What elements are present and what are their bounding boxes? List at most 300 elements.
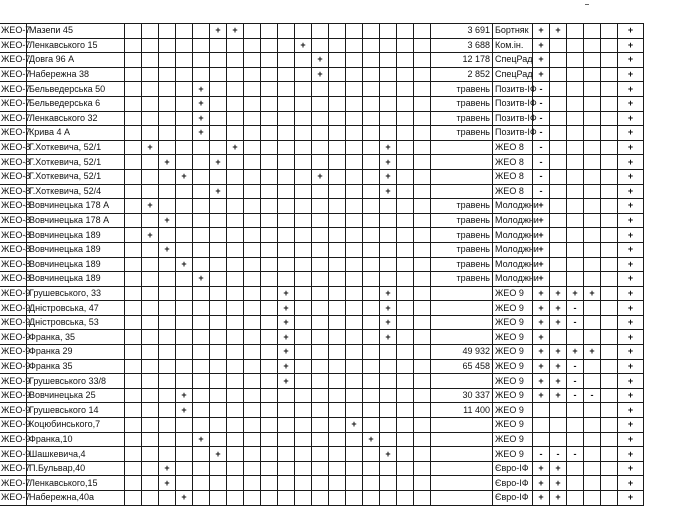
mark-cell bbox=[227, 126, 244, 141]
mark-cell bbox=[278, 403, 295, 418]
zheo-cell: ЖЕО-9 bbox=[0, 345, 27, 360]
table-row bbox=[0, 432, 644, 447]
status-cell: - bbox=[533, 82, 550, 97]
mark-cell bbox=[380, 359, 397, 374]
mark-cell bbox=[363, 374, 380, 389]
final-status-cell: + bbox=[618, 169, 644, 184]
mark-cell bbox=[210, 242, 227, 257]
mark-cell bbox=[227, 53, 244, 68]
status-cell: + bbox=[550, 345, 567, 360]
mark-cell bbox=[363, 286, 380, 301]
mark-cell bbox=[278, 257, 295, 272]
mark-cell bbox=[125, 53, 142, 68]
final-status-cell: + bbox=[618, 345, 644, 360]
mark-cell bbox=[159, 374, 176, 389]
status-cell: + bbox=[550, 359, 567, 374]
mark-cell bbox=[159, 286, 176, 301]
mark-cell bbox=[176, 155, 193, 170]
contractor-cell: Ком.ін. bbox=[493, 38, 533, 53]
mark-cell bbox=[295, 111, 312, 126]
mark-cell bbox=[329, 228, 346, 243]
mark-cell bbox=[295, 359, 312, 374]
mark-cell bbox=[227, 257, 244, 272]
status-cell bbox=[601, 330, 618, 345]
mark-cell bbox=[142, 345, 159, 360]
contractor-cell: Євро-ІФ bbox=[493, 476, 533, 491]
final-status-cell: + bbox=[618, 286, 644, 301]
amount-cell: травень bbox=[431, 111, 493, 126]
mark-cell bbox=[312, 461, 329, 476]
mark-cell bbox=[295, 53, 312, 68]
address-cell: Мазепи 45 bbox=[27, 24, 125, 39]
mark-cell bbox=[125, 228, 142, 243]
mark-cell bbox=[278, 126, 295, 141]
status-cell bbox=[567, 403, 584, 418]
status-cell bbox=[601, 461, 618, 476]
status-cell bbox=[601, 476, 618, 491]
mark-cell bbox=[397, 418, 414, 433]
mark-cell bbox=[312, 330, 329, 345]
mark-cell bbox=[380, 199, 397, 214]
table-row bbox=[0, 38, 644, 53]
mark-cell bbox=[193, 345, 210, 360]
mark-cell bbox=[261, 345, 278, 360]
status-cell bbox=[567, 228, 584, 243]
status-cell: - bbox=[584, 388, 601, 403]
mark-cell bbox=[142, 242, 159, 257]
mark-cell bbox=[329, 476, 346, 491]
mark-cell bbox=[295, 96, 312, 111]
mark-cell bbox=[125, 330, 142, 345]
mark-cell bbox=[329, 184, 346, 199]
mark-cell bbox=[227, 213, 244, 228]
mark-cell bbox=[329, 447, 346, 462]
mark-cell bbox=[244, 38, 261, 53]
mark-cell bbox=[363, 447, 380, 462]
mark-cell bbox=[312, 213, 329, 228]
amount-cell: травень bbox=[431, 199, 493, 214]
status-cell: + bbox=[550, 388, 567, 403]
mark-cell bbox=[176, 126, 193, 141]
mark-cell bbox=[295, 82, 312, 97]
amount-cell: 30 337 bbox=[431, 388, 493, 403]
contractor-cell: ЖЕО 8 bbox=[493, 140, 533, 155]
mark-cell bbox=[295, 388, 312, 403]
mark-cell bbox=[346, 403, 363, 418]
final-status-cell: + bbox=[618, 491, 644, 506]
mark-cell bbox=[397, 359, 414, 374]
mark-cell bbox=[380, 257, 397, 272]
mark-cell bbox=[125, 388, 142, 403]
mark-cell: + bbox=[210, 447, 227, 462]
mark-cell: + bbox=[193, 82, 210, 97]
mark-cell bbox=[244, 374, 261, 389]
mark-cell: + bbox=[312, 53, 329, 68]
mark-cell bbox=[159, 447, 176, 462]
status-cell bbox=[567, 418, 584, 433]
mark-cell bbox=[346, 359, 363, 374]
contractor-cell: ЖЕО 9 bbox=[493, 301, 533, 316]
mark-cell bbox=[244, 403, 261, 418]
contractor-cell: ЖЕО 9 bbox=[493, 374, 533, 389]
status-cell: - bbox=[567, 315, 584, 330]
table-row bbox=[0, 476, 644, 491]
mark-cell bbox=[329, 257, 346, 272]
status-cell bbox=[601, 24, 618, 39]
mark-cell bbox=[312, 432, 329, 447]
status-cell bbox=[567, 272, 584, 287]
mark-cell bbox=[329, 359, 346, 374]
status-cell: + bbox=[533, 213, 550, 228]
status-cell bbox=[601, 257, 618, 272]
status-cell bbox=[601, 155, 618, 170]
mark-cell: + bbox=[380, 184, 397, 199]
mark-cell bbox=[244, 447, 261, 462]
mark-cell bbox=[142, 330, 159, 345]
mark-cell bbox=[295, 418, 312, 433]
contractor-cell: Позитв-ІФ bbox=[493, 126, 533, 141]
status-cell: - bbox=[533, 169, 550, 184]
mark-cell bbox=[397, 432, 414, 447]
mark-cell bbox=[397, 228, 414, 243]
mark-cell bbox=[210, 315, 227, 330]
mark-cell bbox=[210, 53, 227, 68]
mark-cell bbox=[244, 199, 261, 214]
mark-cell bbox=[414, 432, 431, 447]
contractor-cell: СпецРад bbox=[493, 53, 533, 68]
zheo-cell: ЖЕО-9 bbox=[0, 388, 27, 403]
status-cell bbox=[584, 447, 601, 462]
status-cell: - bbox=[567, 301, 584, 316]
address-cell: Бельведерська 50 bbox=[27, 82, 125, 97]
mark-cell bbox=[295, 447, 312, 462]
status-cell bbox=[567, 38, 584, 53]
status-cell bbox=[584, 461, 601, 476]
mark-cell bbox=[244, 418, 261, 433]
table-row bbox=[0, 418, 644, 433]
zheo-cell: ЖЕО-7 bbox=[0, 38, 27, 53]
mark-cell bbox=[346, 374, 363, 389]
mark-cell: + bbox=[380, 169, 397, 184]
zheo-cell: ЖЕО-7 bbox=[0, 67, 27, 82]
mark-cell bbox=[397, 67, 414, 82]
mark-cell bbox=[244, 301, 261, 316]
status-cell: - bbox=[567, 374, 584, 389]
mark-cell bbox=[176, 38, 193, 53]
mark-cell bbox=[125, 242, 142, 257]
table-row bbox=[0, 24, 644, 39]
mark-cell bbox=[142, 301, 159, 316]
mark-cell bbox=[193, 330, 210, 345]
status-cell bbox=[550, 169, 567, 184]
table-row bbox=[0, 53, 644, 68]
mark-cell bbox=[346, 286, 363, 301]
amount-cell: травень bbox=[431, 96, 493, 111]
mark-cell bbox=[261, 388, 278, 403]
mark-cell bbox=[176, 199, 193, 214]
mark-cell bbox=[244, 432, 261, 447]
mark-cell bbox=[295, 461, 312, 476]
status-cell bbox=[567, 96, 584, 111]
mark-cell bbox=[380, 82, 397, 97]
mark-cell bbox=[244, 53, 261, 68]
address-cell: Вовчинецька 189 bbox=[27, 228, 125, 243]
mark-cell bbox=[125, 476, 142, 491]
mark-cell: + bbox=[142, 228, 159, 243]
status-cell: + bbox=[533, 491, 550, 506]
status-cell bbox=[550, 242, 567, 257]
mark-cell bbox=[193, 315, 210, 330]
zheo-cell: ЖЕО-8 bbox=[0, 213, 27, 228]
status-cell: - bbox=[567, 359, 584, 374]
mark-cell bbox=[244, 126, 261, 141]
mark-cell bbox=[227, 67, 244, 82]
mark-cell bbox=[329, 272, 346, 287]
mark-cell bbox=[312, 315, 329, 330]
status-cell bbox=[584, 330, 601, 345]
status-cell bbox=[533, 403, 550, 418]
zheo-cell: ЖЕО-9 bbox=[0, 432, 27, 447]
mark-cell bbox=[329, 330, 346, 345]
mark-cell bbox=[363, 169, 380, 184]
mark-cell bbox=[227, 476, 244, 491]
mark-cell bbox=[363, 330, 380, 345]
mark-cell bbox=[380, 403, 397, 418]
mark-cell bbox=[278, 388, 295, 403]
mark-cell bbox=[295, 403, 312, 418]
status-cell bbox=[601, 447, 618, 462]
mark-cell bbox=[363, 53, 380, 68]
mark-cell bbox=[295, 140, 312, 155]
contractor-cell: Позитв-ІФ bbox=[493, 96, 533, 111]
mark-cell bbox=[125, 126, 142, 141]
mark-cell bbox=[346, 38, 363, 53]
mark-cell bbox=[125, 301, 142, 316]
mark-cell bbox=[397, 24, 414, 39]
zheo-cell: ЖЕО-8 bbox=[0, 140, 27, 155]
mark-cell: + bbox=[159, 155, 176, 170]
mark-cell bbox=[159, 228, 176, 243]
status-cell: + bbox=[550, 374, 567, 389]
mark-cell bbox=[244, 140, 261, 155]
mark-cell bbox=[346, 242, 363, 257]
mark-cell bbox=[244, 257, 261, 272]
status-cell bbox=[567, 111, 584, 126]
mark-cell bbox=[142, 418, 159, 433]
mark-cell bbox=[244, 155, 261, 170]
final-status-cell: + bbox=[618, 140, 644, 155]
status-cell bbox=[601, 359, 618, 374]
mark-cell bbox=[397, 38, 414, 53]
mark-cell bbox=[312, 374, 329, 389]
mark-cell bbox=[278, 242, 295, 257]
mark-cell bbox=[363, 461, 380, 476]
mark-cell bbox=[125, 461, 142, 476]
status-cell bbox=[601, 388, 618, 403]
table-row bbox=[0, 140, 644, 155]
zheo-cell: ЖЕО-8 bbox=[0, 272, 27, 287]
mark-cell bbox=[142, 476, 159, 491]
mark-cell: + bbox=[380, 286, 397, 301]
zheo-cell: ЖЕО-7 bbox=[0, 126, 27, 141]
amount-cell bbox=[431, 374, 493, 389]
mark-cell bbox=[210, 388, 227, 403]
mark-cell bbox=[397, 96, 414, 111]
mark-cell: + bbox=[380, 140, 397, 155]
final-status-cell: + bbox=[618, 24, 644, 39]
status-cell bbox=[584, 169, 601, 184]
mark-cell bbox=[193, 169, 210, 184]
mark-cell bbox=[414, 257, 431, 272]
mark-cell: + bbox=[380, 330, 397, 345]
mark-cell bbox=[414, 228, 431, 243]
amount-cell bbox=[431, 155, 493, 170]
mark-cell bbox=[346, 345, 363, 360]
mark-cell bbox=[295, 432, 312, 447]
mark-cell bbox=[125, 491, 142, 506]
mark-cell bbox=[159, 388, 176, 403]
mark-cell: + bbox=[176, 257, 193, 272]
status-cell bbox=[550, 184, 567, 199]
mark-cell bbox=[142, 374, 159, 389]
amount-cell: 2 852 bbox=[431, 67, 493, 82]
mark-cell bbox=[261, 169, 278, 184]
mark-cell bbox=[329, 38, 346, 53]
mark-cell bbox=[329, 286, 346, 301]
mark-cell: + bbox=[312, 67, 329, 82]
mark-cell bbox=[193, 491, 210, 506]
mark-cell bbox=[176, 301, 193, 316]
status-cell bbox=[584, 403, 601, 418]
final-status-cell: + bbox=[618, 257, 644, 272]
amount-cell: 3 691 bbox=[431, 24, 493, 39]
contractor-cell: Молоджни bbox=[493, 257, 533, 272]
status-cell bbox=[601, 242, 618, 257]
mark-cell bbox=[312, 345, 329, 360]
mark-cell bbox=[295, 476, 312, 491]
mark-cell bbox=[244, 359, 261, 374]
mark-cell bbox=[346, 388, 363, 403]
mark-cell bbox=[397, 257, 414, 272]
mark-cell bbox=[363, 111, 380, 126]
mark-cell bbox=[312, 403, 329, 418]
mark-cell bbox=[210, 301, 227, 316]
table-row bbox=[0, 126, 644, 141]
contractor-cell: ЖЕО 8 bbox=[493, 169, 533, 184]
mark-cell bbox=[346, 476, 363, 491]
mark-cell bbox=[193, 38, 210, 53]
final-status-cell: + bbox=[618, 242, 644, 257]
mark-cell bbox=[159, 184, 176, 199]
mark-cell bbox=[397, 374, 414, 389]
status-cell bbox=[601, 432, 618, 447]
mark-cell bbox=[244, 82, 261, 97]
mark-cell bbox=[193, 476, 210, 491]
mark-cell bbox=[125, 169, 142, 184]
mark-cell bbox=[329, 169, 346, 184]
address-cell: Дністровська, 53 bbox=[27, 315, 125, 330]
mark-cell bbox=[329, 126, 346, 141]
status-cell bbox=[601, 199, 618, 214]
mark-cell bbox=[414, 126, 431, 141]
status-cell bbox=[567, 82, 584, 97]
final-status-cell: + bbox=[618, 315, 644, 330]
status-cell bbox=[584, 38, 601, 53]
mark-cell bbox=[397, 315, 414, 330]
contractor-cell: ЖЕО 8 bbox=[493, 155, 533, 170]
mark-cell bbox=[363, 96, 380, 111]
address-cell: Вовчинецька 25 bbox=[27, 388, 125, 403]
mark-cell bbox=[176, 140, 193, 155]
status-cell bbox=[601, 272, 618, 287]
address-cell: Вовчинецька 189 bbox=[27, 257, 125, 272]
mark-cell bbox=[261, 24, 278, 39]
mark-cell bbox=[210, 213, 227, 228]
mark-cell bbox=[363, 24, 380, 39]
table-row bbox=[0, 447, 644, 462]
mark-cell bbox=[363, 155, 380, 170]
mark-cell bbox=[210, 418, 227, 433]
mark-cell bbox=[261, 418, 278, 433]
mark-cell bbox=[295, 286, 312, 301]
mark-cell bbox=[363, 228, 380, 243]
final-status-cell: + bbox=[618, 184, 644, 199]
mark-cell bbox=[210, 38, 227, 53]
address-cell: Грушевського 33/8 bbox=[27, 374, 125, 389]
mark-cell bbox=[210, 476, 227, 491]
mark-cell bbox=[193, 359, 210, 374]
mark-cell bbox=[397, 155, 414, 170]
status-cell: + bbox=[533, 242, 550, 257]
final-status-cell: + bbox=[618, 447, 644, 462]
status-cell bbox=[567, 53, 584, 68]
status-cell: + bbox=[533, 330, 550, 345]
mark-cell bbox=[295, 169, 312, 184]
mark-cell bbox=[227, 96, 244, 111]
mark-cell bbox=[193, 228, 210, 243]
status-cell bbox=[584, 140, 601, 155]
mark-cell bbox=[227, 228, 244, 243]
mark-cell bbox=[210, 96, 227, 111]
mark-cell bbox=[295, 242, 312, 257]
status-cell bbox=[584, 359, 601, 374]
final-status-cell: + bbox=[618, 461, 644, 476]
mark-cell bbox=[414, 111, 431, 126]
status-cell bbox=[567, 461, 584, 476]
status-cell bbox=[550, 330, 567, 345]
final-status-cell: + bbox=[618, 403, 644, 418]
mark-cell bbox=[397, 476, 414, 491]
mark-cell: + bbox=[210, 24, 227, 39]
address-cell: Грушевського, 33 bbox=[27, 286, 125, 301]
mark-cell bbox=[261, 67, 278, 82]
mark-cell bbox=[227, 301, 244, 316]
final-status-cell: + bbox=[618, 388, 644, 403]
mark-cell bbox=[346, 184, 363, 199]
mark-cell bbox=[414, 491, 431, 506]
mark-cell bbox=[210, 330, 227, 345]
mark-cell bbox=[414, 345, 431, 360]
mark-cell bbox=[363, 67, 380, 82]
contractor-cell: ЖЕО 9 bbox=[493, 403, 533, 418]
mark-cell bbox=[261, 461, 278, 476]
mark-cell bbox=[380, 38, 397, 53]
mark-cell bbox=[397, 301, 414, 316]
mark-cell bbox=[329, 67, 346, 82]
address-cell: Франка,10 bbox=[27, 432, 125, 447]
contractor-cell: Молоджни bbox=[493, 228, 533, 243]
amount-cell: 3 688 bbox=[431, 38, 493, 53]
